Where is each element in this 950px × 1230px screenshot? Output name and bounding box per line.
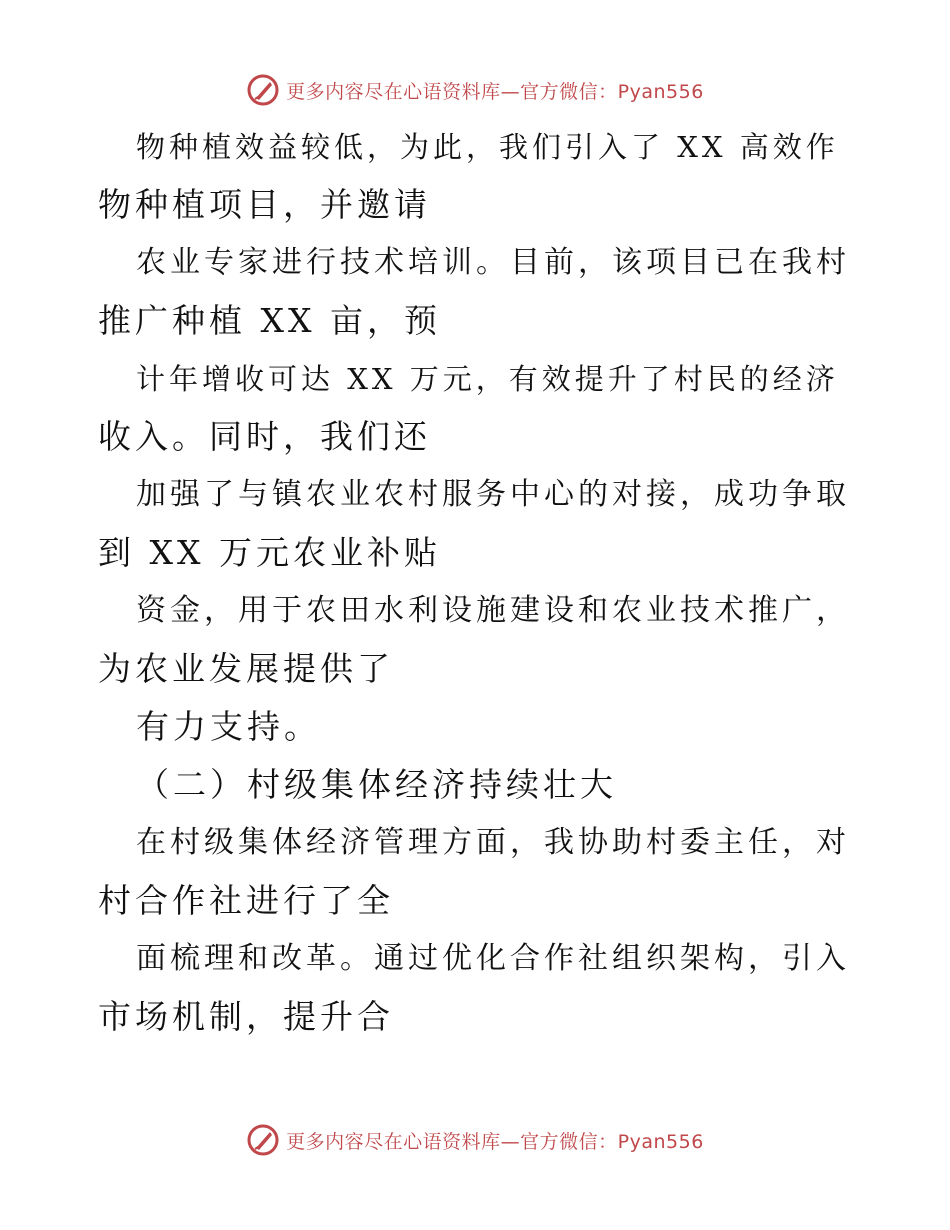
body-line: 为农业发展提供了 bbox=[98, 649, 394, 688]
body-line: 计年增收可达 XX 万元，有效提升了村民的经济 bbox=[136, 362, 839, 396]
quill-logo-icon bbox=[246, 73, 280, 107]
body-line: 村合作社进行了全 bbox=[98, 881, 394, 920]
header-banner-text: 更多内容尽在心语资料库—官方微信：Pyan556 bbox=[286, 80, 704, 103]
body-line: 资金，用于农田水利设施建设和农业技术推广， bbox=[136, 593, 850, 628]
body-line: 收入。同时，我们还 bbox=[98, 417, 431, 456]
body-line: 面梳理和改革。通过优化合作社组织架构，引入 bbox=[136, 941, 850, 976]
body-line: 物种植效益较低，为此，我们引入了 XX 高效作 bbox=[136, 130, 839, 164]
section-heading: （二）村级集体经济持续壮大 bbox=[136, 765, 617, 804]
footer-banner bbox=[0, 1120, 950, 1160]
document-body bbox=[98, 118, 858, 1046]
body-line: 农业专家进行技术培训。目前，该项目已在我村 bbox=[136, 245, 850, 280]
body-line: 市场机制，提升合 bbox=[98, 997, 394, 1036]
body-line: 在村级集体经济管理方面，我协助村委主任，对 bbox=[136, 825, 850, 860]
body-line: 加强了与镇农业农村服务中心的对接，成功争取 bbox=[136, 477, 850, 512]
header-banner bbox=[0, 70, 950, 110]
body-line: 有力支持。 bbox=[136, 707, 321, 746]
quill-logo-icon bbox=[246, 1123, 280, 1157]
footer-banner-text: 更多内容尽在心语资料库—官方微信：Pyan556 bbox=[286, 1130, 704, 1153]
body-line: 到 XX 万元农业补贴 bbox=[98, 533, 441, 572]
body-line: 推广种植 XX 亩，预 bbox=[98, 301, 441, 340]
body-line: 物种植项目，并邀请 bbox=[98, 185, 431, 224]
